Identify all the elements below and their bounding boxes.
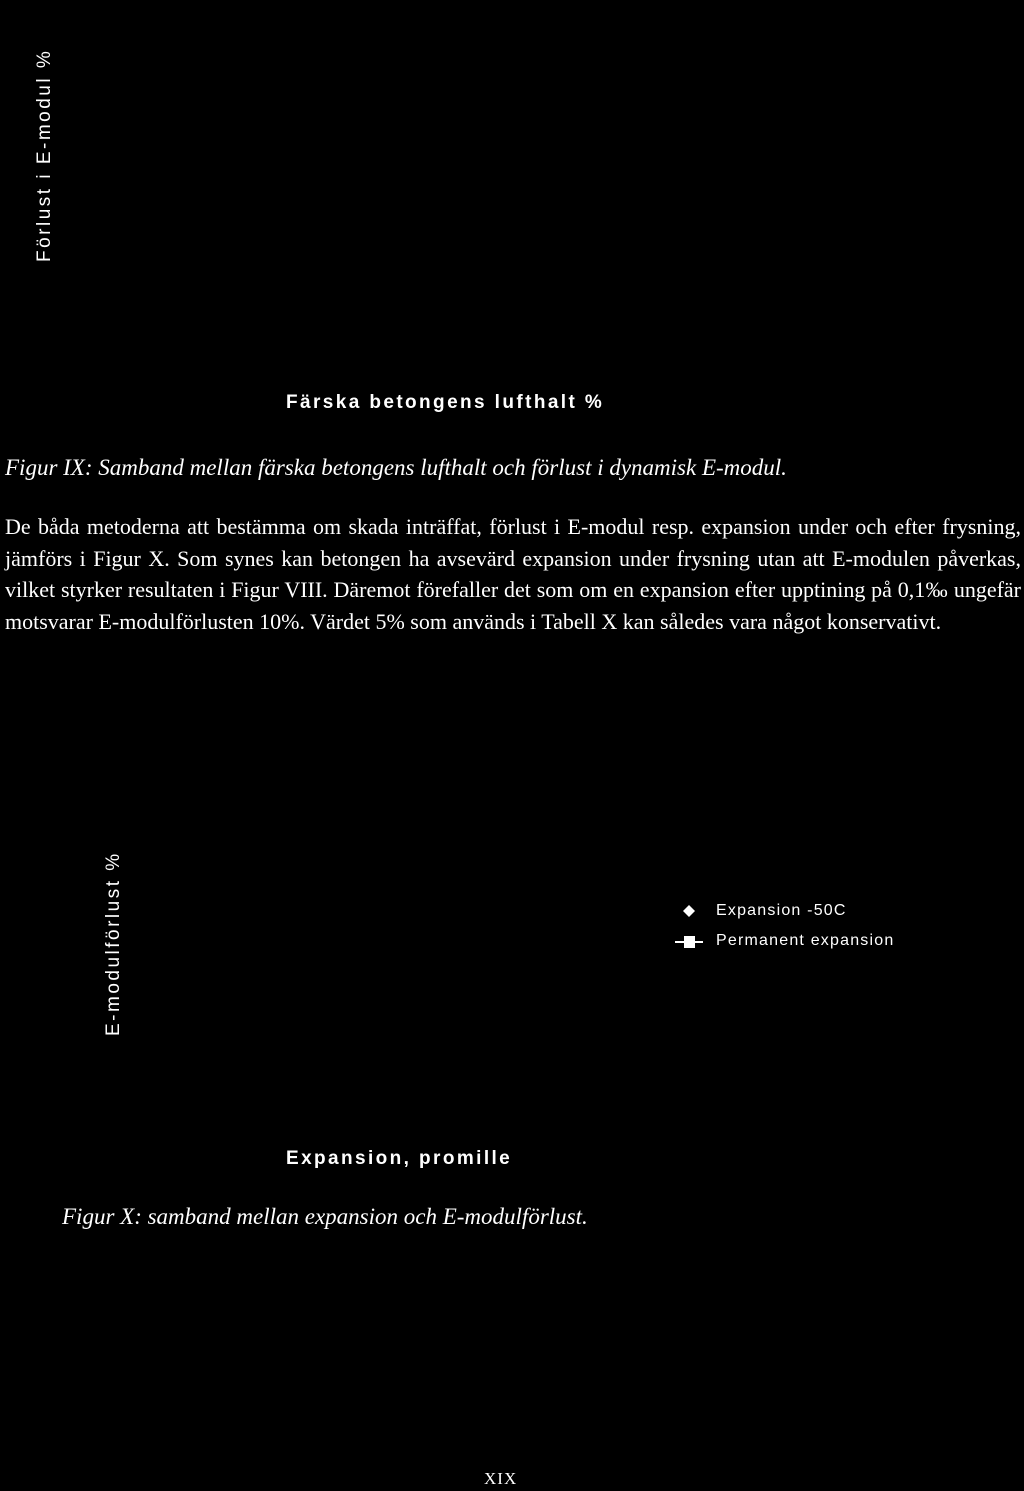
legend-label-permanent-expansion: Permanent expansion	[716, 932, 895, 949]
legend-item-permanent-expansion	[674, 931, 894, 951]
fig2-y-axis-label: E-modulförlust %	[103, 851, 124, 1036]
diamond-icon	[674, 901, 704, 921]
fig1-y-axis-label: Förlust i E-modul %	[34, 48, 55, 262]
fig1-caption: Figur IX: Samband mellan färska betongens lufthalt och förlust i dynamisk E-modul.	[5, 455, 787, 480]
body-paragraph: De båda metoderna att bestämma om skada inträffat, förlust i E-modul resp. expansion under och efter frysning, jämförs i Figur X. Som synes kan betongen ha avsevärd expansion under frysning utan att E-modulen påverkas, vilket styrker resultaten i Figur VIII. Däremot förefaller det som om en expansion efter upptining på 0,1‰ ungefär motsvarar E-modulförlusten 10%. Värdet 5% som används i Tabell X kan således vara något konservativt.	[5, 514, 1021, 634]
fig1-x-axis-label: Färska betongens lufthalt %	[286, 392, 605, 413]
fig2-x-axis-label: Expansion, promille	[286, 1148, 513, 1169]
legend-item-expansion	[674, 901, 847, 921]
fig2-caption: Figur X: samband mellan expansion och E-modulförlust.	[62, 1204, 588, 1229]
square-line-icon	[674, 931, 704, 951]
page-number: XIX	[484, 1469, 518, 1488]
legend-label-expansion: Expansion -50C	[716, 902, 847, 919]
